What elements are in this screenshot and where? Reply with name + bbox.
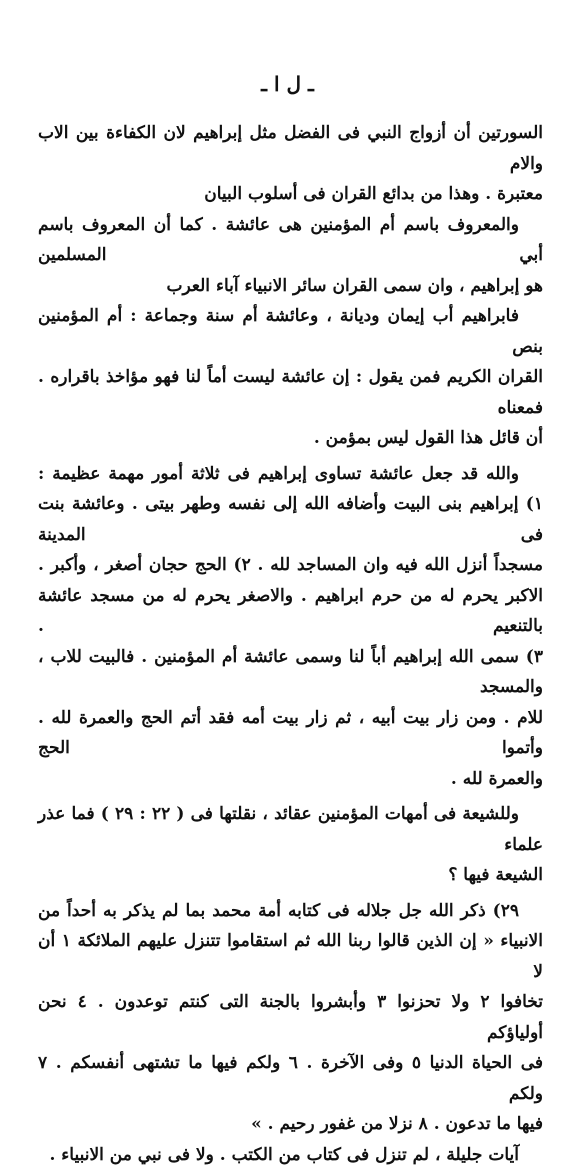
text-line: مسجداً أنزل الله فيه وان المساجد لله . ٢) الحج حجان أصغر ، وأكبر . — [38, 550, 543, 581]
text-line: الشيعة فيها ؟ — [38, 860, 543, 891]
text-line: والله قد جعل عائشة تساوى إبراهيم فى ثلاثة أمور مهمة عظيمة : — [38, 459, 543, 490]
page-number: ـ ل ا ـ — [0, 72, 575, 96]
text-line: تخافوا ٢ ولا تحزنوا ٣ وأبشروا بالجنة التى كنتم توعدون . ٤ نحن أولياؤكم — [38, 987, 543, 1048]
paragraph — [38, 301, 543, 454]
paragraph — [38, 210, 543, 302]
text-line: ٢٩) ذكر الله جل جلاله فى كتابه أمة محمد بما لم يذكر به أحداً من — [38, 896, 543, 927]
text-line: ٣) سمى الله إبراهيم أباً لنا وسمى عائشة أم المؤمنين . فالبيت للاب ، والمسجد — [38, 642, 543, 703]
text-line: الاكبر يحرم له من حرم ابراهيم . والاصغر يحرم له من مسجد عائشة بالتنعيم . — [38, 581, 543, 642]
text-line: فابراهيم أب إيمان وديانة ، وعائشة أم سنة وجماعة : أم المؤمنين بنص — [38, 301, 543, 362]
page-body — [38, 118, 543, 1170]
paragraph — [38, 118, 543, 210]
text-line: وللشيعة فى أمهات المؤمنين عقائد ، نقلتها فى ( ٢٢ : ٢٩ ) فما عذر علماء — [38, 799, 543, 860]
text-line: السورتين أن أزواج النبي فى الفضل مثل إبراهيم لان الكفاءة بين الاب والام — [38, 118, 543, 179]
paragraph — [38, 799, 543, 891]
paragraph — [38, 459, 543, 795]
text-line: والعمرة لله . — [38, 764, 543, 795]
text-line: الانبياء « إن الذين قالوا ربنا الله ثم استقاموا تتنزل عليهم الملائكة ١ أن لا — [38, 926, 543, 987]
text-line: أن قائل هذا القول ليس بمؤمن . — [38, 423, 543, 454]
text-line: هو إبراهيم ، وان سمى القران سائر الانبياء آباء العرب — [38, 271, 543, 302]
text-line: فى الحياة الدنيا ٥ وفى الآخرة . ٦ ولكم فيها ما تشتهى أنفسكم . ٧ ولكم — [38, 1048, 543, 1109]
text-line: والمعروف باسم أم المؤمنين هى عائشة . كما أن المعروف باسم أبي المسلمين — [38, 210, 543, 271]
paragraph — [38, 896, 543, 1140]
text-line: ١) إبراهيم بنى البيت وأضافه الله إلى نفسه وطهر بيتى . وعائشة بنت فى المدينة — [38, 489, 543, 550]
paragraph — [38, 1140, 543, 1170]
text-line: للام . ومن زار بيت أبيه ، ثم زار بيت أمه فقد أتم الحج والعمرة لله . وأتموا الحج — [38, 703, 543, 764]
text-line: معتبرة . وهذا من بدائع القران فى أسلوب البيان — [38, 179, 543, 210]
text-line: القران الكريم فمن يقول : إن عائشة ليست أماً لنا فهو مؤاخذ باقراره . فمعناه — [38, 362, 543, 423]
text-line: فيها ما تدعون . ٨ نزلا من غفور رحيم . » — [38, 1109, 543, 1140]
text-line: آيات جليلة ، لم تنزل فى كتاب من الكتب . ولا فى نبي من الانبياء . — [38, 1140, 543, 1170]
